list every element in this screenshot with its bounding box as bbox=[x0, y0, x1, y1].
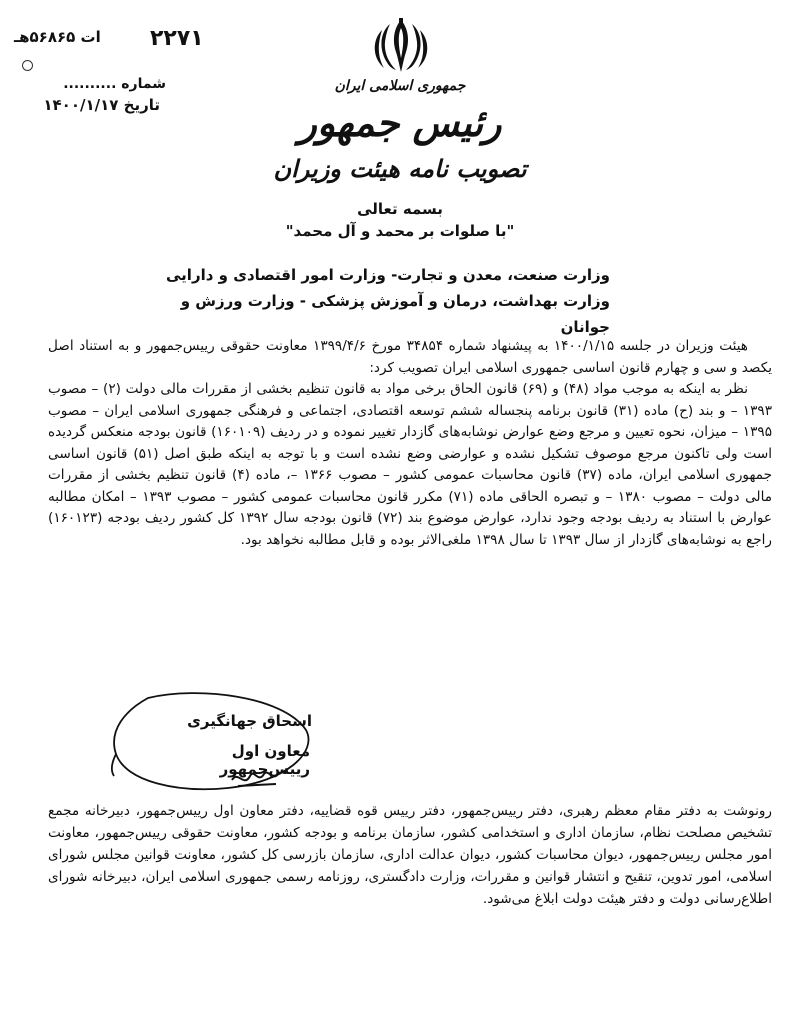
president-heading: رئیس جمهور bbox=[298, 100, 502, 145]
recipients-line-1: وزارت صنعت، معدن و تجارت- وزارت امور اقتصادی و دارایی bbox=[166, 266, 610, 284]
decree-body bbox=[48, 336, 772, 551]
recipients-line-2: وزارت بهداشت، درمان و آموزش پزشکی - وزارت ورزش و جوانان bbox=[180, 292, 610, 336]
basmala: بسمه تعالی bbox=[357, 200, 443, 218]
decree-heading: تصویب نامه هیئت وزیران bbox=[273, 154, 527, 183]
iran-emblem-icon bbox=[368, 18, 434, 74]
number-dots: .......... bbox=[63, 76, 117, 92]
number-field bbox=[26, 76, 166, 92]
date-field bbox=[30, 96, 160, 114]
body-paragraph-1: هیئت وزیران در جلسه ۱۴۰۰/۱/۱۵ به پیشنهاد شماره ۳۴۸۵۴ مورخ ۱۳۹۹/۴/۶ معاونت حقوقی رییس‌جمهور و به استناد اصل یکصد و سی و چهارم قانون اساسی جمهوری اسلامی ایران تصویب کرد: bbox=[48, 338, 772, 376]
signer-title: معاون اول رییس‌جمهور bbox=[219, 742, 310, 778]
date-value: ۱۴۰۰/۱/۱۷ bbox=[43, 96, 119, 114]
body-paragraph-2: نظر به اینکه به موجب مواد (۴۸) و (۶۹) قانون الحاق برخی مواد به قانون تنظیم بخشی از مقررات مالی دولت (۲) – مصوب ۱۳۹۳ – و بند (ح) ماده (۳۱) قانون برنامه پنجساله ششم توسعه اقتصادی، اجتماعی و فرهنگی جمهوری اسلامی ایران – مصوب ۱۳۹۵ – میزان، نحوه تعیین و مرجع وضع عوارض نوشابه‌های گازدار تغییر نموده و در ردیف (۱۶۰۱۰۹) قانون بودجه منعکس گردیده است ولی تاکنون مرجع موصوف تشکیل نشده و عوارضی وضع نشده است و با توجه به اینکه طبق اصل (۵۱) قانون اساسی جمهوری اسلامی ایران، ماده (۳۷) قانون محاسبات عمومی کشور – مصوب ۱۳۶۶ –، ماده (۴) قانون تنظیم بخشی از مقررات مالی دولت – مصوب ۱۳۸۰ – و تبصره الحاقی ماده (۷۱) مکرر قانون محاسبات عمومی کشور – مصوب ۱۳۹۳ – امکان مطالبه عوارض با استناد به ردیف بودجه وجود ندارد، عوارض موضوع بند (۷۲) قانون بودجه سال ۱۳۹۲ کل کشور ردیف بودجه (۱۶۰۱۲۳) راجع به نوشابه‌های گازدار از سال ۱۳۹۳ تا سال ۱۳۹۸ ملغی‌الاثر بوده و قابل مطالبه نخواهد بود. bbox=[48, 381, 773, 548]
salawat-line: "با صلوات بر محمد و آل محمد" bbox=[285, 222, 515, 240]
distribution-list: رونوشت به دفتر مقام معظم رهبری، دفتر رییس‌جمهور، دفتر رییس قوه قضاییه، دفتر معاون اول رییس‌جمهور، دبیرخانه مجمع تشخیص مصلحت نظام، سازمان اداری و استخدامی کشور، سازمان برنامه و بودجه کشور، معاونت حقوقی رییس‌جمهور، معاونت امور مجلس رییس‌جمهور، دیوان محاسبات کشور، دیوان عدالت اداری، سازمان بازرسی کل کشور، معاونت قوانین مجلس شورای اسلامی، امور تدوین، تنقیح و انتشار قوانین و مقررات، وزارت دادگستری، روزنامه رسمی جمهوری اسلامی ایران، دبیرخانه شورای اطلاع‌رسانی دولت و دفتر هیئت دولت ابلاغ می‌شود. bbox=[48, 803, 772, 907]
signature-scribble-icon bbox=[228, 762, 288, 792]
country-heading: جمهوری اسلامی ایران bbox=[334, 78, 466, 94]
reference-code: ات ۵۶۸۶۵هـ bbox=[14, 28, 101, 46]
number-label: شماره bbox=[121, 76, 166, 92]
circle-mark-icon bbox=[22, 60, 33, 71]
recipients-block bbox=[150, 262, 610, 340]
signer-name: اسحاق جهانگیری bbox=[187, 712, 312, 730]
date-label: تاریخ bbox=[123, 96, 160, 114]
document-number: ۲۲۷۱ bbox=[150, 26, 204, 51]
